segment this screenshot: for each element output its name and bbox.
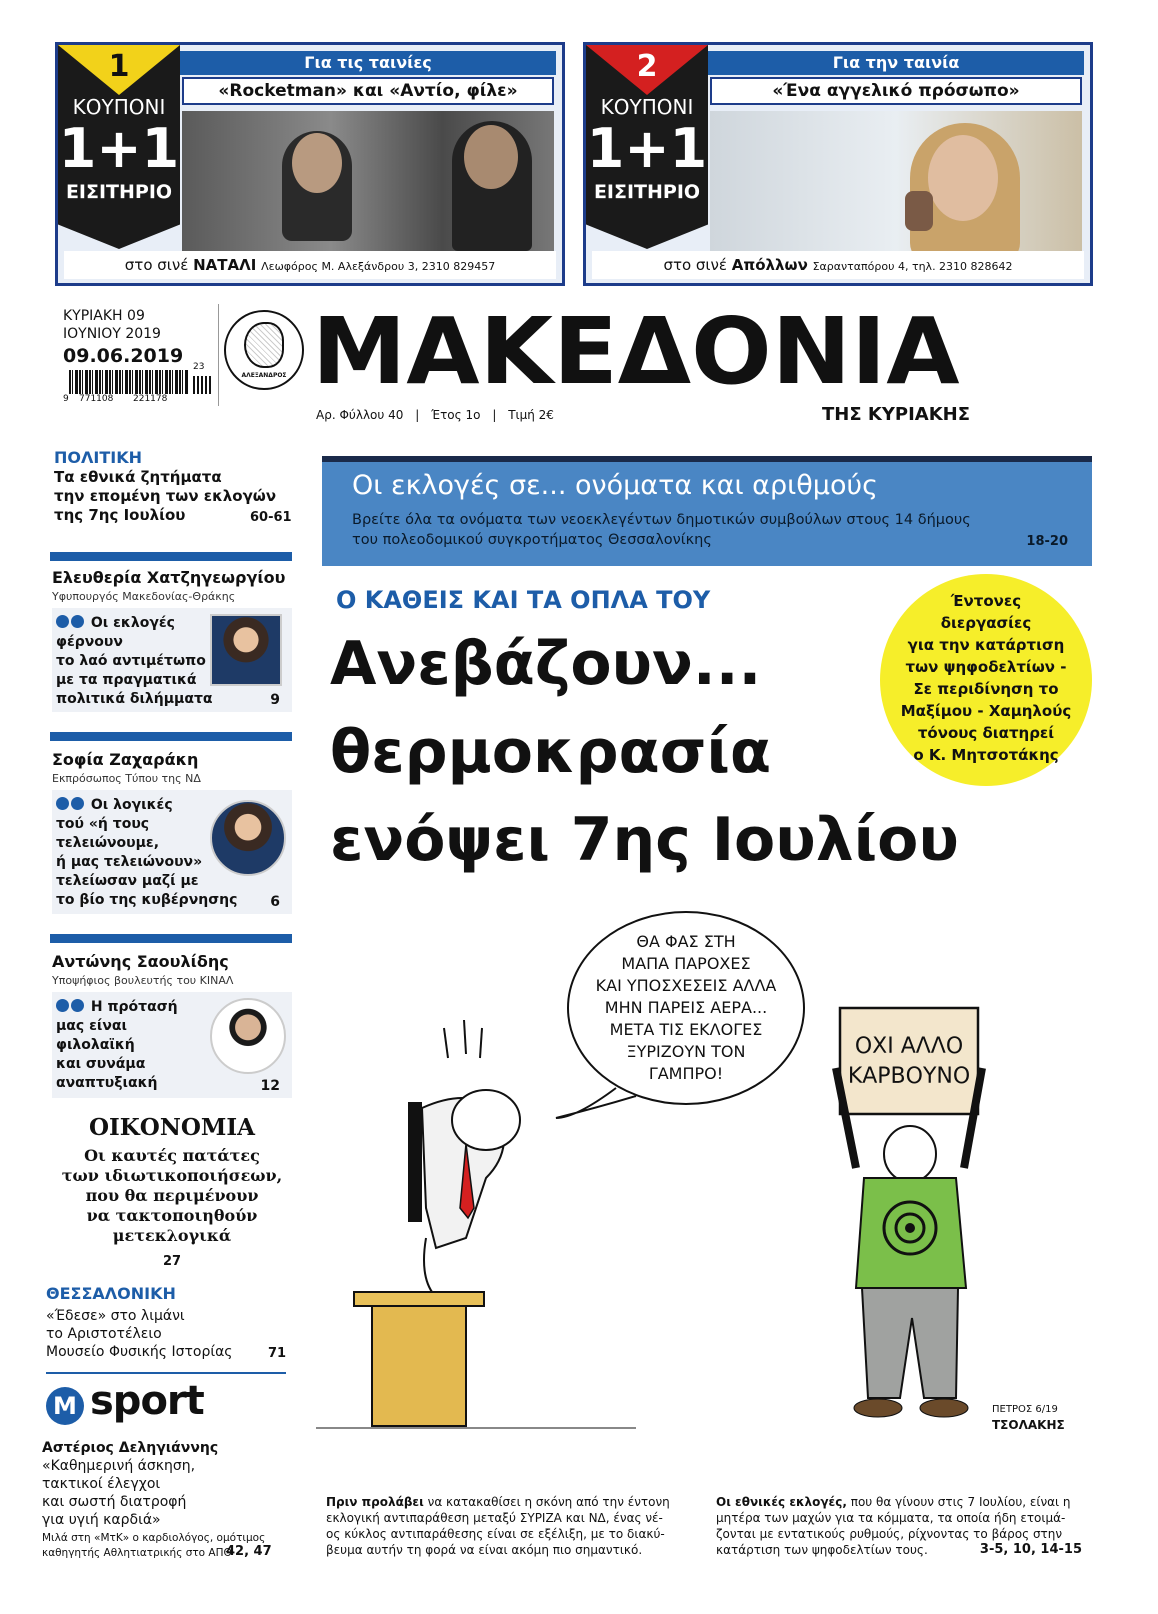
masthead-subtitle: ΤΗΣ ΚΥΡΙΑΚΗΣ	[822, 404, 971, 425]
quote-mark-icon	[71, 999, 84, 1012]
masthead-issue: Αρ. Φύλλου 40	[316, 408, 404, 422]
protester-shirt	[856, 1178, 966, 1288]
quote-mark-icon	[71, 797, 84, 810]
economy-line-2: των ιδιωτικοποιήσεων,	[61, 1166, 283, 1185]
small-table-base	[372, 1306, 466, 1426]
sign-line-2: ΚΑΡΒΟΥΝΟ	[847, 1064, 971, 1089]
person1-name: Ελευθερία Χατζηγεωργίου	[52, 568, 286, 587]
masthead-sep-1: |	[415, 408, 420, 422]
protester-pants	[862, 1288, 958, 1398]
politics-line-1: Τα εθνικά ζητήματα	[54, 468, 222, 486]
person2-quote-line-2: τού «ή τους	[56, 816, 150, 832]
laptop-screen	[408, 1102, 422, 1222]
coupon-2-header: Για την ταινία	[708, 51, 1084, 75]
person2-quote-1	[56, 796, 173, 815]
caption-left-line-2: ος κύκλος αντιπαράθεσης είναι σε εξέλιξη, με το διακύ-	[326, 1527, 665, 1541]
barcode-bars	[69, 370, 189, 394]
barcode-issue: 23	[193, 362, 205, 372]
person1-quote-line-2: φέρνουν	[56, 634, 123, 650]
politics-page: 60-61	[250, 510, 292, 525]
sport-small-2: καθηγητής Αθλητιατρικής στο ΑΠΘ	[42, 1547, 232, 1559]
person3-quote-line-3: φιλολαϊκή	[56, 1037, 135, 1053]
cartoon-signature-1: ΠΕΤΡΟΣ 6/19	[992, 1404, 1058, 1415]
circle-line-5: Σε περιδίνηση το	[913, 680, 1059, 698]
circle-line-2: διεργασίες	[940, 614, 1032, 632]
person3-quote-1	[56, 998, 178, 1017]
person2-avatar	[210, 800, 286, 876]
person1-page: 9	[270, 692, 280, 708]
person1-quote-line-3: το λαό αντιμέτωπο	[56, 653, 206, 669]
person3-quote-line-2: μας είναι	[56, 1018, 127, 1034]
quote-mark-icon	[56, 999, 69, 1012]
circle-line-8: ο Κ. Μητσοτάκης	[913, 746, 1059, 764]
economy-line-4: να τακτοποιηθούν	[86, 1206, 258, 1225]
circle-line-1: Έντονες	[950, 592, 1022, 610]
sport-title: sport	[90, 1378, 204, 1424]
person2-quote-line-4: ή μας τελειώνουν»	[56, 854, 203, 870]
politics-category: ΠΟΛΙΤΙΚΗ	[54, 448, 142, 467]
caption-right-line-2: ζονται με εντατικούς ρυθμούς, ρίχνοντας το βάρος στην	[716, 1527, 1063, 1541]
circle-line-7: τόνους διατηρεί	[917, 724, 1055, 742]
divider-bar-1	[50, 552, 292, 561]
highlight-circle	[880, 574, 1092, 786]
protest-sign	[840, 1008, 978, 1114]
person2-name: Σοφία Ζαχαράκη	[52, 750, 199, 769]
sign-line-1: ΟΧΙ ΑΛΛΟ	[854, 1034, 964, 1059]
coupon-1-ticket: ΕΙΣΙΤΗΡΙΟ	[65, 181, 173, 203]
barcode-mid: 771108	[79, 394, 114, 404]
caption-right-rest: που θα γίνουν στις 7 Ιουλίου, είναι η	[850, 1495, 1071, 1509]
caption-right-line-3: κατάρτιση των ψηφοδελτίων τους.	[716, 1543, 928, 1557]
logo-head-icon	[244, 322, 284, 368]
circle-line-6: Μαξίμου - Χαμηλούς	[900, 702, 1072, 720]
masthead-logo	[224, 310, 304, 390]
coupon-1-number: 1	[108, 49, 130, 84]
economy-line-5: μετεκλογικά	[112, 1226, 232, 1245]
economy-page: 27	[162, 1254, 182, 1269]
person3-panel	[52, 992, 292, 1098]
coupon-1-cinema-address: Λεωφόρος Μ. Αλεξάνδρου 3, 2310 829457	[261, 260, 496, 273]
economy-line-1: Οι καυτές πατάτες	[84, 1146, 260, 1165]
sport-badge-letter: M	[53, 1392, 77, 1420]
coupon-1-cinema-name: ΝΑΤΑΛΙ	[193, 256, 257, 274]
speech-line-1: ΘΑ ΦΑΣ ΣΤΗ	[636, 932, 736, 951]
headline-line-1: Ανεβάζουν...	[330, 629, 762, 699]
masthead-issue-line	[316, 408, 554, 422]
quote-mark-icon	[71, 615, 84, 628]
banner-line-1: Βρείτε όλα τα ονόματα των νεοεκλεγέντων δημοτικών συμβούλων στους 14 δήμους	[352, 512, 971, 528]
coupon-1-header: Για τις ταινίες	[180, 51, 556, 75]
person3-avatar	[210, 998, 286, 1074]
masthead-sep-2: |	[492, 408, 497, 422]
caption-left-lead: Πριν προλάβει	[326, 1495, 424, 1509]
thessaloniki-line-3: Μουσείο Φυσικής Ιστορίας	[46, 1344, 233, 1360]
person1-avatar	[210, 614, 282, 686]
coupon-2-film-still	[710, 111, 1082, 251]
coupon-2-cinema-prefix: στο σινέ	[663, 256, 727, 274]
economy-category: ΟΙΚΟΝΟΜΙΑ	[89, 1114, 255, 1141]
masthead-price: Τιμή 2€	[508, 408, 554, 422]
sport-line-2: τακτικοί έλεγχοι	[42, 1476, 161, 1492]
person1-quote-line-4: με τα πραγματικά	[56, 672, 197, 688]
politics-line-3: της 7ης Ιουλίου	[54, 506, 186, 524]
person1-quote-line-5: πολιτικά διλήμματα	[56, 691, 213, 707]
person3-page: 12	[260, 1078, 280, 1094]
caption-left-line-1: εκλογική αντιπαράθεση μεταξύ ΣΥΡΙΖΑ και ΝΔ, ένας νέ-	[326, 1511, 663, 1525]
protester-head	[884, 1126, 936, 1182]
coupon-2-films: «Ένα αγγελικό πρόσωπο»	[710, 77, 1082, 105]
thessaloniki-category: ΘΕΣΣΑΛΟΝΙΚΗ	[46, 1284, 176, 1303]
barcode	[63, 362, 211, 406]
caption-right-lead: Οι εθνικές εκλογές,	[716, 1495, 847, 1509]
coupon-1-film-still	[182, 111, 554, 251]
caption-right	[716, 1494, 1092, 1558]
divider-bar-2	[50, 732, 292, 741]
coupon-1-footer	[64, 251, 556, 279]
circle-line-3: για την κατάρτιση	[907, 636, 1065, 654]
coupon-1-label: ΚΟΥΠΟΝΙ	[72, 95, 166, 119]
quote-mark-icon	[56, 797, 69, 810]
quote-mark-icon	[56, 615, 69, 628]
thessaloniki-rule	[46, 1372, 286, 1374]
divider-bar-3	[50, 934, 292, 943]
cartoon	[316, 908, 1092, 1488]
coupon-2-cinema-name: Απόλλων	[731, 256, 808, 274]
masthead-divider	[218, 304, 219, 406]
banner-page: 18-20	[1026, 534, 1068, 549]
speech-line-7: ΓΑΜΠΡΟ!	[648, 1064, 724, 1083]
person1-quote-1	[56, 614, 175, 633]
main-kicker: Ο ΚΑΘΕΙΣ ΚΑΙ ΤΑ ΟΠΛΑ ΤΟΥ	[336, 586, 711, 614]
person2-page: 6	[270, 894, 280, 910]
small-table-top	[354, 1292, 484, 1306]
logo-caption: ΑΛΕΞΑΝΔΡΟΣ	[241, 372, 287, 379]
speech-bubble-tail	[556, 1088, 636, 1118]
caption-left-line-3: βευμα αυτήν τη φορά να είναι ακόμη πιο σημαντικό.	[326, 1543, 643, 1557]
headline-line-3: ενόψει 7ης Ιουλίου	[330, 805, 959, 875]
person1-panel	[52, 608, 292, 712]
thessaloniki-page: 71	[268, 1346, 287, 1361]
speech-line-6: ΞΥΡΙΖΟΥΝ ΤΟΝ	[626, 1042, 746, 1061]
person3-quote-line-4: και συνάμα	[56, 1056, 146, 1072]
person1-role: Υφυπουργός Μακεδονίας-Θράκης	[52, 590, 236, 603]
sport-name: Αστέριος Δεληγιάννης	[42, 1440, 219, 1456]
sport-line-3: και σωστή διατροφή	[42, 1494, 187, 1510]
politician-head	[452, 1090, 520, 1150]
thessaloniki-line-1: «Έδεσε» στο λιμάνι	[46, 1308, 185, 1324]
caption-right-line-1: μητέρα των μαχών για τα κόμματα, τα οποία ήδη ετοιμά-	[716, 1511, 1066, 1525]
person2-role: Εκπρόσωπος Τύπου της ΝΔ	[52, 772, 201, 785]
caption-left	[326, 1494, 696, 1558]
sport-small-1: Μιλά στη «ΜτΚ» ο καρδιολόγος, ομότιμος	[42, 1532, 266, 1544]
coupon-2-label: ΚΟΥΠΟΝΙ	[600, 95, 694, 119]
banner-line-2: του πολεοδομικού συγκροτήματος Θεσσαλονίκης	[352, 532, 712, 548]
coupon-2	[583, 42, 1093, 286]
coupon-1-offer: 1+1	[58, 117, 180, 180]
person3-role: Υποψήφιος βουλευτής του ΚΙΝΑΛ	[52, 974, 234, 987]
speech-line-4: ΜΗΝ ΠΑΡΕΙΣ ΑΕΡΑ...	[604, 998, 768, 1017]
sport-badge	[46, 1387, 84, 1425]
person2-quote-line-5: τελείωσαν μαζί με	[56, 873, 199, 889]
coupon-2-offer: 1+1	[586, 117, 708, 180]
masthead-date: 09.06.2019	[63, 345, 184, 367]
masthead-title: ΜΑΚΕΔΟΝΙΑ	[312, 298, 960, 405]
caption-left-first	[326, 1494, 696, 1510]
masthead-year: Έτος 1ο	[431, 408, 481, 422]
coupon-2-footer	[592, 251, 1084, 279]
headline-line-2: θερμοκρασία	[330, 717, 772, 787]
thessaloniki-line-2: το Αριστοτέλειο	[46, 1326, 162, 1342]
caption-left-rest: να κατακαθίσει η σκόνη από την έντονη	[427, 1495, 670, 1509]
coupon-1-films: «Rocketman» και «Αντίο, φίλε»	[182, 77, 554, 105]
masthead-date-day: ΚΥΡΙΑΚΗ 09	[63, 308, 145, 324]
sport-line-1: «Καθημερινή άσκηση,	[42, 1458, 196, 1474]
cartoon-signature-2: ΤΣΟΛΑΚΗΣ	[992, 1418, 1065, 1432]
barcode-extra	[193, 376, 211, 394]
barcode-right: 221178	[133, 394, 168, 404]
caption-right-first	[716, 1494, 1092, 1510]
person2-quote-line-3: τελειώνουμε,	[56, 835, 160, 851]
elections-banner	[322, 456, 1092, 566]
coupon-2-number: 2	[636, 49, 658, 84]
cartoon-drawing	[316, 908, 1092, 1488]
speech-line-5: ΜΕΤΑ ΤΙΣ ΕΚΛΟΓΕΣ	[609, 1020, 763, 1039]
barcode-left: 9	[63, 394, 69, 404]
person2-panel	[52, 790, 292, 914]
person3-name: Αντώνης Σαουλίδης	[52, 952, 229, 971]
coupon-2-cinema-address: Σαρανταπόρου 4, τηλ. 2310 828642	[812, 260, 1013, 273]
coupon-2-ticket: ΕΙΣΙΤΗΡΙΟ	[593, 181, 701, 203]
person2-quote-line-6: το βίο της κυβέρνησης	[56, 892, 238, 908]
speech-line-3: ΚΑΙ ΥΠΟΣΧΕΣΕΙΣ ΑΛΛΑ	[595, 976, 777, 995]
speech-line-2: ΜΑΠΑ ΠΑΡΟΧΕΣ	[621, 954, 751, 973]
sport-page: 42, 47	[226, 1544, 272, 1559]
person3-quote-line-1: Η πρότασή	[90, 999, 178, 1015]
circle-line-4: των ψηφοδελτίων -	[905, 658, 1067, 676]
economy-line-3: που θα περιμένουν	[85, 1186, 259, 1205]
masthead-date-month: ΙΟΥΝΙΟΥ 2019	[63, 326, 161, 342]
person1-quote-line-1: Οι εκλογές	[90, 615, 175, 631]
politics-line-2: την επομένη των εκλογών	[54, 487, 277, 505]
sport-line-4: για υγιή καρδιά»	[42, 1512, 161, 1528]
banner-title: Οι εκλογές σε... ονόματα και αριθμούς	[352, 470, 878, 501]
caption-right-page: 3-5, 10, 14-15	[979, 1542, 1082, 1557]
coupon-1	[55, 42, 565, 286]
person2-quote-line-1: Οι λογικές	[90, 797, 173, 813]
coupon-1-cinema-prefix: στο σινέ	[124, 256, 189, 274]
person3-quote-line-5: αναπτυξιακή	[56, 1075, 158, 1091]
